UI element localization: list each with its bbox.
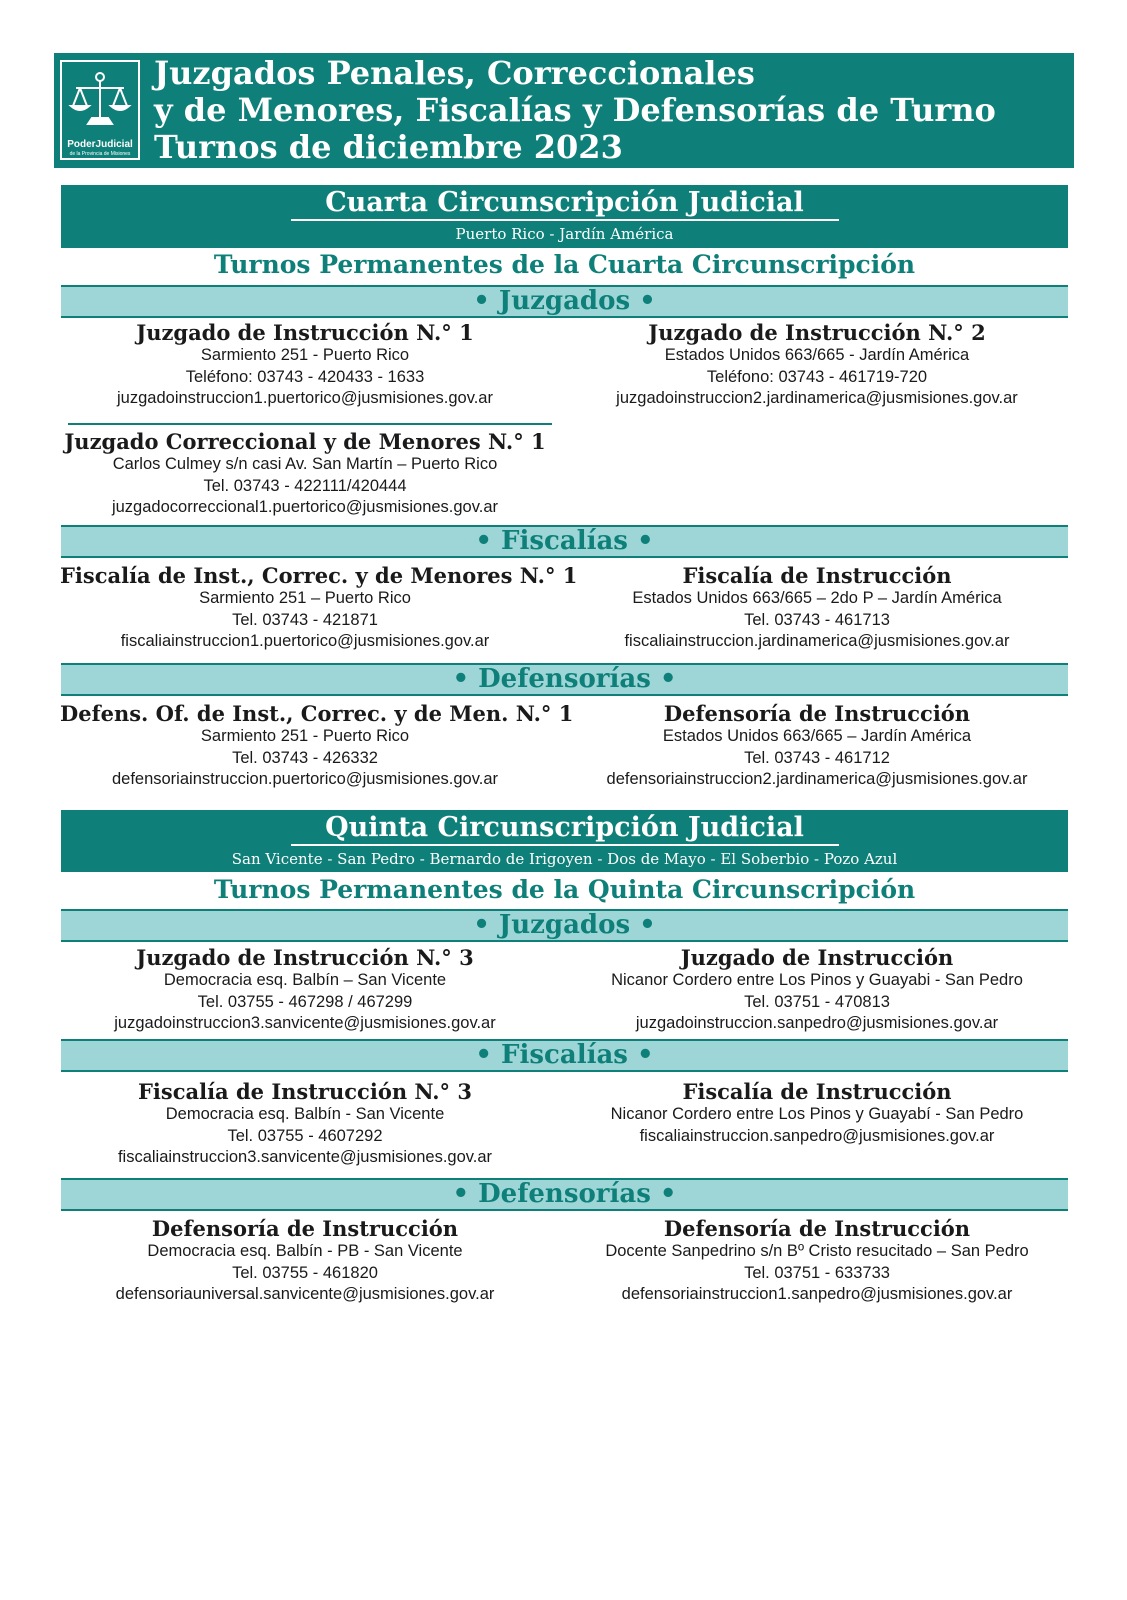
entry-phone: Teléfono: 03743 - 420433 - 1633	[185, 367, 425, 386]
entry-phone: Tel. 03743 - 461713	[744, 610, 890, 629]
quinta-defensorias-band: • Defensorías •	[61, 1178, 1068, 1211]
entry-phone: Tel. 03755 - 467298 / 467299	[197, 992, 413, 1011]
entry-phone: Tel. 03743 - 461712	[744, 748, 890, 767]
entry-email[interactable]: defensoriainstruccion2.jardinamerica@jusmisiones.gov.ar	[606, 770, 1028, 788]
cuarta-juzgado-2	[570, 321, 1064, 410]
entry-address: Docente Sanpedrino s/n Bº Cristo resucitado – San Pedro	[605, 1242, 1029, 1260]
entry-phone: Tel. 03743 - 426332	[232, 748, 378, 767]
quinta-fiscalia-3	[60, 1080, 550, 1169]
cuarta-defensoria-1	[60, 701, 574, 791]
entry-address: Sarmiento 251 - Puerto Rico	[200, 346, 410, 364]
quinta-defensoria-san-vicente	[60, 1217, 550, 1306]
entry-address: Democracia esq. Balbín - PB - San Vicente	[147, 1242, 463, 1260]
entry-address: Sarmiento 251 – Puerto Rico	[199, 589, 411, 607]
entry-title: Defensoría de Instrucción	[663, 1216, 971, 1241]
cuarta-defensorias-band: • Defensorías •	[61, 663, 1068, 696]
entry-phone: Tel. 03751 - 633733	[744, 1263, 890, 1282]
quinta-defensoria-san-pedro	[570, 1217, 1064, 1306]
entry-title: Juzgado Correccional y de Menores N.° 1	[64, 429, 546, 454]
title-line-1: Juzgados Penales, Correccionales	[154, 54, 755, 92]
cuarta-fiscalia-1	[60, 563, 578, 653]
entry-title: Fiscalía de Instrucción	[682, 563, 952, 588]
page-header	[54, 53, 1074, 168]
page-title	[154, 55, 996, 166]
cuarta-places: Puerto Rico - Jardín América	[455, 225, 674, 243]
cuarta-fiscalias-band: • Fiscalías •	[61, 525, 1068, 558]
entry-title: Defensoría de Instrucción	[663, 701, 971, 726]
quinta-fiscalia-san-pedro	[570, 1080, 1064, 1147]
quinta-circunscripcion-banner	[61, 810, 1068, 872]
entry-address: Nicanor Cordero entre Los Pinos y Guayabi - San Pedro	[611, 971, 1023, 989]
entry-phone: Tel. 03755 - 461820	[232, 1263, 378, 1282]
cuarta-juzgado-correccional	[60, 430, 550, 519]
quinta-places: San Vicente - San Pedro - Bernardo de Irigoyen - Dos de Mayo - El Soberbio - Pozo Azul	[231, 850, 898, 868]
entry-email[interactable]: fiscaliainstruccion.sanpedro@jusmisiones.gov.ar	[639, 1126, 995, 1145]
cuarta-circunscripcion-banner	[61, 185, 1068, 248]
quinta-fiscalias-band: • Fiscalías •	[61, 1039, 1068, 1072]
entry-title: Fiscalía de Inst., Correc. y de Menores N.° 1	[60, 563, 578, 588]
entry-title: Fiscalía de Instrucción N.° 3	[137, 1079, 472, 1104]
scales-of-justice-icon	[68, 68, 132, 130]
entry-address: Nicanor Cordero entre Los Pinos y Guayabí - San Pedro	[610, 1105, 1024, 1123]
entry-email[interactable]: juzgadocorreccional1.puertorico@jusmisiones.gov.ar	[111, 498, 499, 516]
entry-phone: Tel. 03743 - 422111/420444	[203, 476, 407, 495]
entry-email[interactable]: juzgadoinstruccion1.puertorico@jusmisiones.gov.ar	[117, 389, 493, 407]
title-line-3: Turnos de diciembre 2023	[154, 128, 623, 166]
entry-title: Defensoría de Instrucción	[151, 1216, 459, 1241]
entry-phone: Tel. 03755 - 4607292	[227, 1126, 383, 1145]
cuarta-fiscalia-2	[570, 564, 1064, 653]
entry-email[interactable]: juzgadoinstruccion3.sanvicente@jusmisiones.gov.ar	[114, 1014, 496, 1032]
quinta-juzgado-3	[60, 946, 550, 1035]
entry-divider	[68, 423, 552, 425]
poder-judicial-logo	[60, 60, 140, 160]
cuarta-juzgados-band: • Juzgados •	[61, 285, 1068, 318]
entry-email[interactable]: juzgadoinstruccion2.jardinamerica@jusmisiones.gov.ar	[616, 389, 1018, 407]
entry-title: Juzgado de Instrucción N.° 3	[136, 945, 474, 970]
entry-title: Juzgado de Instrucción N.° 2	[648, 320, 986, 345]
entry-title: Fiscalía de Instrucción	[682, 1079, 952, 1104]
entry-email[interactable]: defensoriainstruccion1.sanpedro@jusmisiones.gov.ar	[621, 1285, 1013, 1303]
quinta-juzgados-band: • Juzgados •	[61, 909, 1068, 942]
entry-title: Juzgado de Instrucción N.° 1	[136, 320, 474, 345]
entry-address: Sarmiento 251 - Puerto Rico	[200, 727, 410, 745]
quinta-title: Quinta Circunscripción Judicial	[325, 812, 804, 843]
entry-title: Defens. Of. de Inst., Correc. y de Men. N.° 1	[60, 701, 574, 726]
entry-address: Democracia esq. Balbín - San Vicente	[165, 1105, 445, 1123]
entry-email[interactable]: defensoriainstruccion.puertorico@jusmisiones.gov.ar	[111, 770, 499, 788]
entry-address: Estados Unidos 663/665 – Jardín América	[662, 727, 972, 745]
entry-email[interactable]: fiscaliainstruccion3.sanvicente@jusmisiones.gov.ar	[117, 1148, 493, 1166]
cuarta-juzgado-1	[60, 321, 550, 410]
title-line-2: y de Menores, Fiscalías y Defensorías de Turno	[154, 91, 996, 129]
quinta-permanent-title: Turnos Permanentes de la Quinta Circunscripción	[213, 875, 916, 904]
entry-address: Estados Unidos 663/665 – 2do P – Jardín América	[632, 589, 1002, 607]
entry-address: Estados Unidos 663/665 - Jardín América	[664, 346, 970, 364]
entry-email[interactable]: juzgadoinstruccion.sanpedro@jusmisiones.gov.ar	[635, 1014, 999, 1032]
entry-email[interactable]: defensoriauniversal.sanvicente@jusmisiones.gov.ar	[115, 1285, 495, 1303]
entry-address: Democracia esq. Balbín – San Vicente	[163, 971, 447, 989]
logo-text: PoderJudicial	[67, 139, 133, 150]
cuarta-defensoria-2	[570, 702, 1064, 791]
cuarta-permanent-title: Turnos Permanentes de la Cuarta Circunscripción	[213, 250, 916, 279]
entry-email[interactable]: fiscaliainstruccion1.puertorico@jusmisiones.gov.ar	[120, 632, 490, 650]
cuarta-title: Cuarta Circunscripción Judicial	[325, 187, 804, 218]
entry-phone: Tel. 03751 - 470813	[744, 992, 890, 1011]
entry-phone: Teléfono: 03743 - 461719-720	[706, 367, 928, 386]
entry-title: Juzgado de Instrucción	[680, 945, 954, 970]
quinta-juzgado-san-pedro	[570, 946, 1064, 1035]
entry-address: Carlos Culmey s/n casi Av. San Martín – Puerto Rico	[112, 455, 498, 473]
entry-email[interactable]: fiscaliainstruccion.jardinamerica@jusmisiones.gov.ar	[624, 632, 1010, 650]
logo-subtext: de la Provincia de Misiones	[69, 151, 131, 157]
entry-phone: Tel. 03743 - 421871	[232, 610, 378, 629]
